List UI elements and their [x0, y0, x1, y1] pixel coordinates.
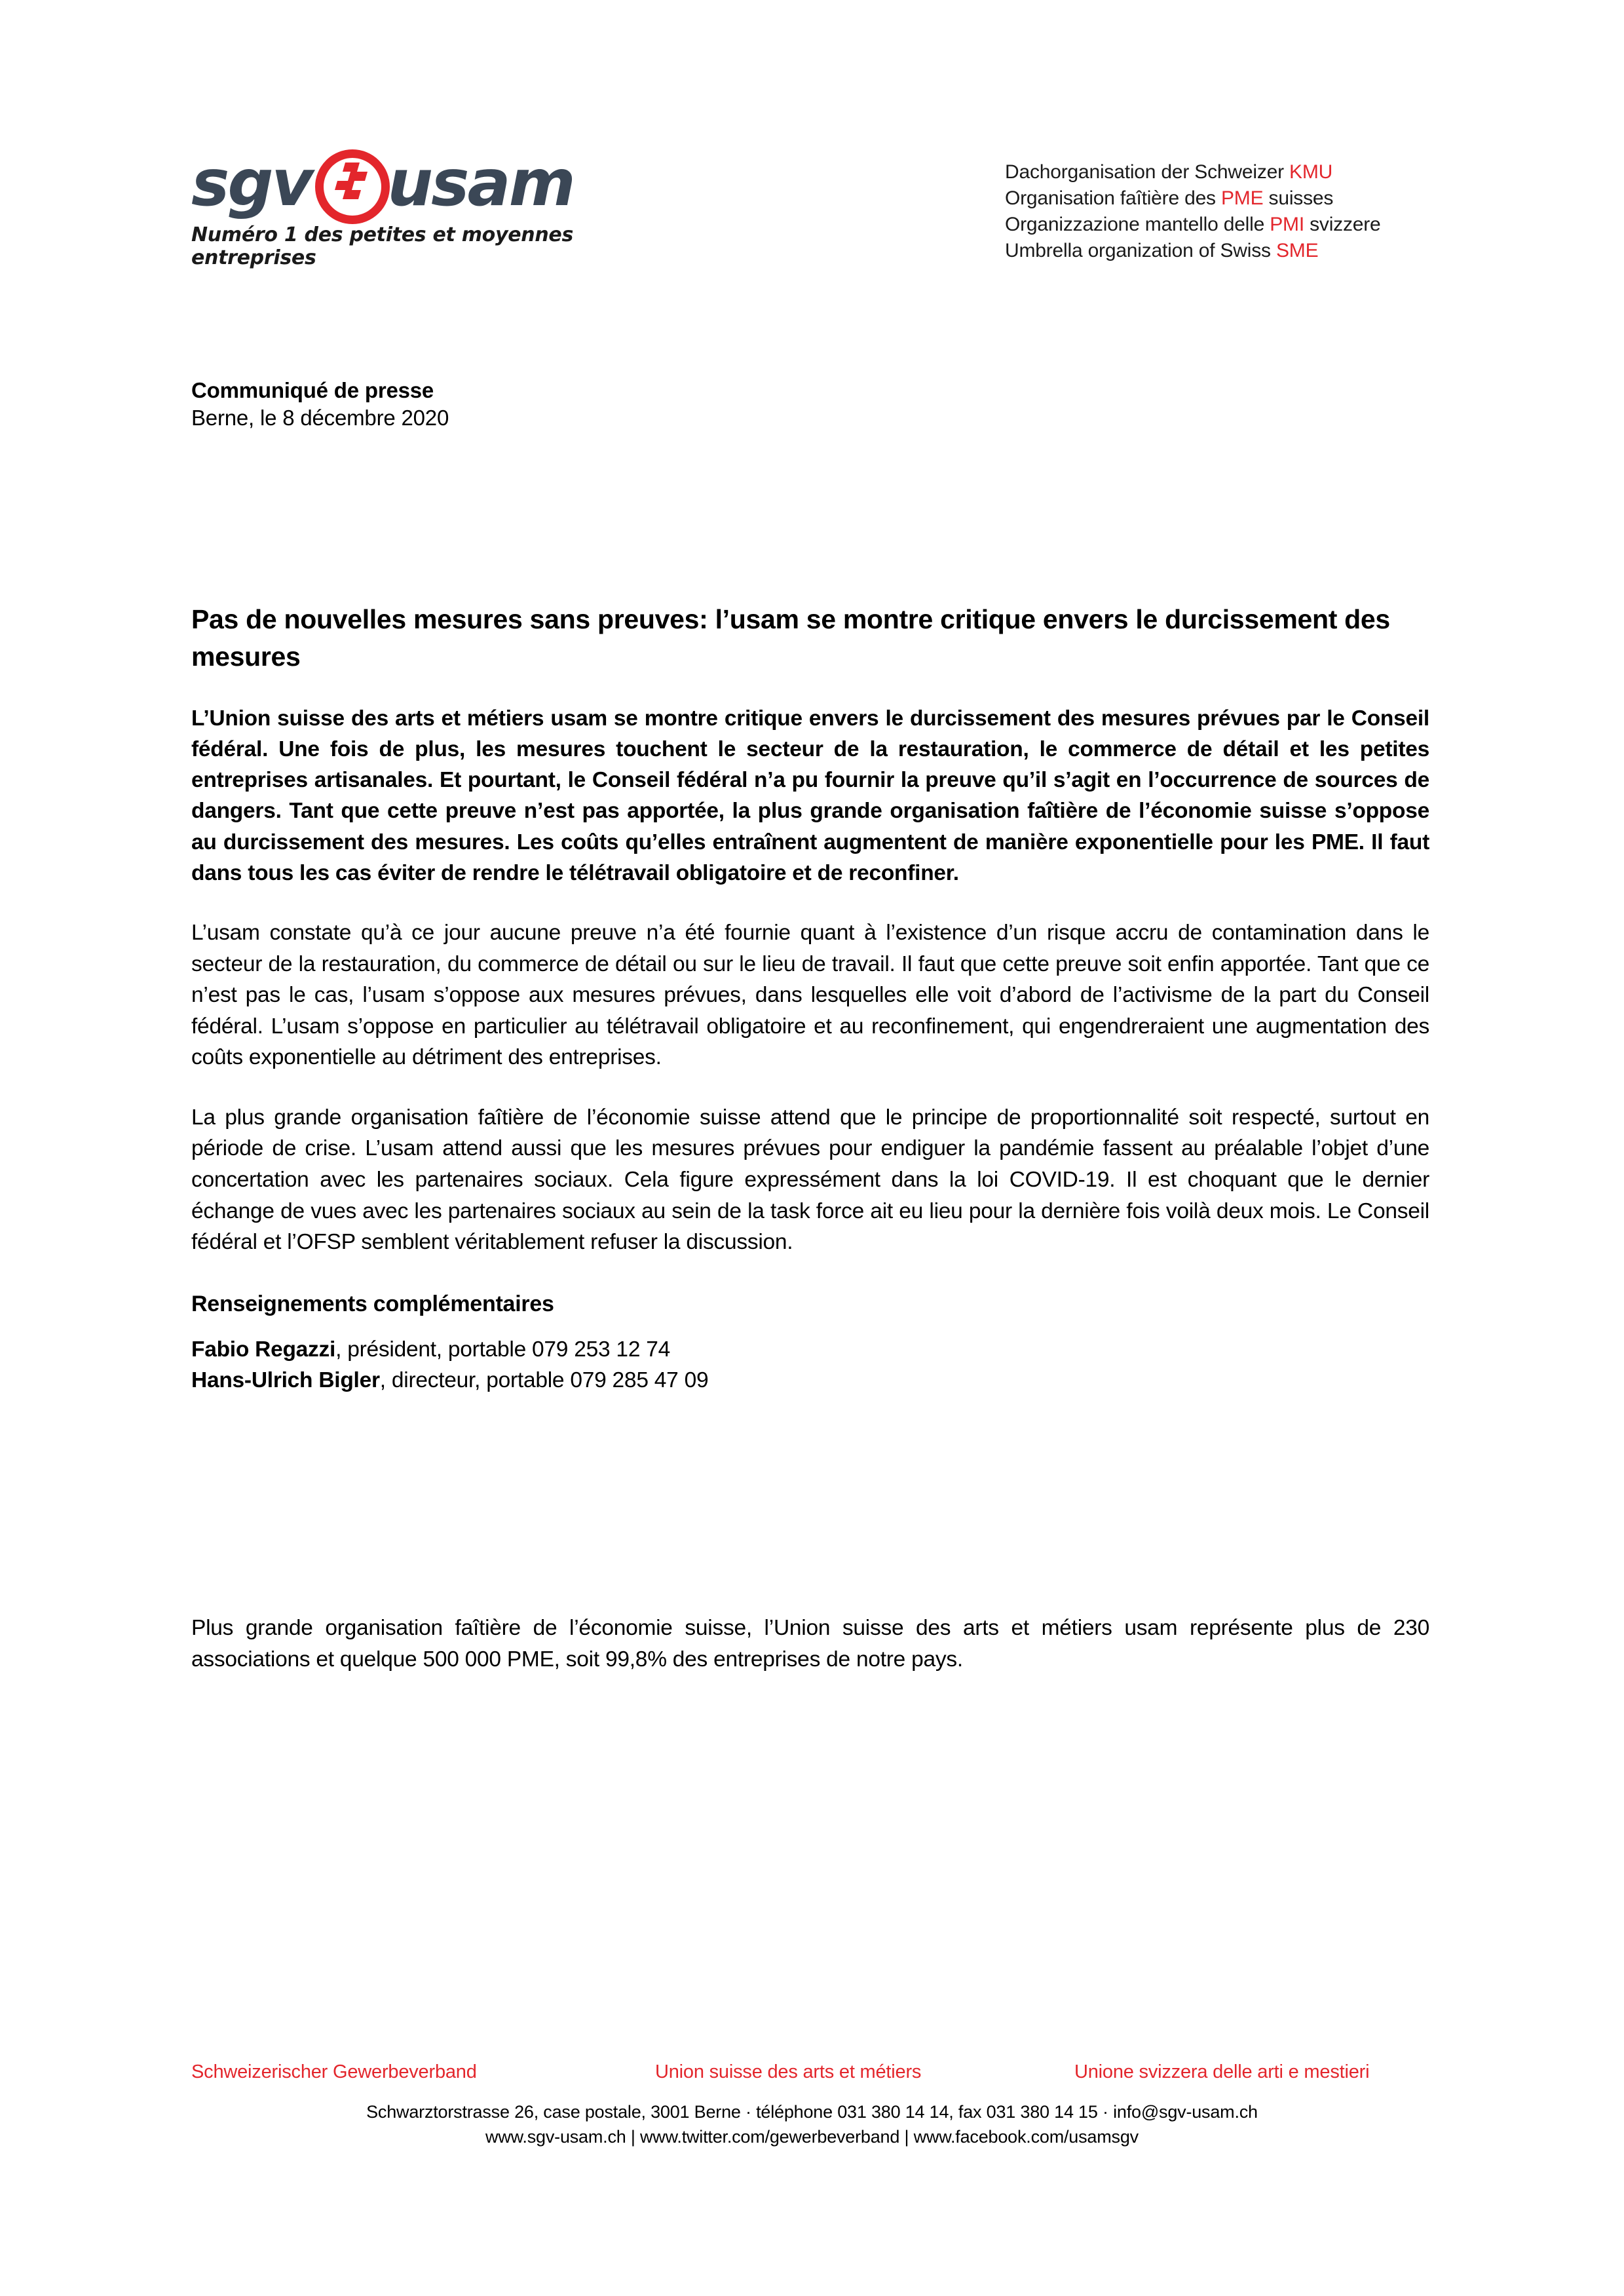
contact-section-heading: Renseignements complémentaires	[191, 1291, 554, 1316]
contact-name: Fabio Regazzi	[191, 1337, 336, 1362]
org-lang-fr: Organisation faîtière des PME suisses	[1005, 187, 1334, 209]
footer-contact-block	[0, 2099, 1624, 2150]
page-footer	[0, 2061, 1624, 2150]
footer-org-fr: Union suisse des arts et métiers	[655, 2061, 922, 2082]
org-abbr-pme: PME	[1221, 187, 1264, 209]
body-paragraph-1: L’usam constate qu’à ce jour aucune preuve n’a été fournie quant à l’existence d’un risque accru de contamination dans le secteur de la restauration, du commerce de détail ou sur le lieu de travail. Il faut que cette preuve soit enfin apportée. Tant que ce n’est pas le cas, l’usam s’oppose aux mesures prévues, dans lesquelles elle voit d’abord de l’activisme de la part du Conseil fédéral. L’usam s’oppose en particulier au télétravail obligatoire et au reconfinement, qui engendreraient une augmentation des coûts exponentielle au détriment des entreprises.	[191, 921, 1429, 1070]
organization-languages	[1005, 159, 1381, 264]
page-title: Pas de nouvelles mesures sans preuves: l’usam se montre critique envers le durcissement des mesures	[191, 604, 1390, 672]
footer-address-line: Schwarztorstrasse 26, case postale, 3001 Berne · téléphone 031 380 14 14, fax 031 380 14 15 · info@sgv-usam.ch	[366, 2102, 1258, 2122]
page-header	[0, 141, 1624, 285]
org-lang-de: Dachorganisation der Schweizer KMU	[1005, 161, 1333, 183]
body-paragraph-2: La plus grande organisation faîtière de l’économie suisse attend que le principe de proportionnalité soit respecté, surtout en période de crise. L’usam attend aussi que les mesures prévues pour endiguer la pandémie fassent au préalable l’objet d’une concertation avec les partenaires sociaux. Cela figure expressément dans la loi COVID-19. Il est choquant que le dernier échange de vues avec les partenaires sociaux au sein de la task force ait eu lieu pour la dernière fois voilà deux mois. Le Conseil fédéral et l’OFSP semblent véritablement refuser la discussion.	[191, 1105, 1429, 1255]
footer-web-line[interactable]: www.sgv-usam.ch | www.twitter.com/gewerbeverband | www.facebook.com/usamsgv	[485, 2127, 1139, 2147]
logo-cross-glyph	[331, 163, 368, 199]
document-body	[191, 377, 1429, 1697]
footer-org-it: Unione svizzera delle arti e mestieri	[1074, 2061, 1370, 2082]
org-lang-en: Umbrella organization of Swiss SME	[1005, 239, 1319, 261]
logo-tagline: Numéro 1 des petites et moyennes entreprises	[191, 223, 574, 269]
dateline: Berne, le 8 décembre 2020	[191, 406, 449, 430]
logo-wordmark	[191, 147, 650, 220]
org-abbr-kmu: KMU	[1289, 161, 1333, 183]
document-type-label: Communiqué de presse	[191, 378, 434, 402]
boilerplate-paragraph: Plus grande organisation faîtière de l’économie suisse, l’Union suisse des arts et métiers usam représente plus de 230 associations et quelque 500 000 PME, soit 99,8% des entreprises de notre pays.	[191, 1615, 1429, 1672]
contact-item	[191, 1334, 1429, 1366]
contact-details: , directeur, portable 079 285 47 09	[379, 1368, 709, 1393]
logo-text-sgv: sgv	[191, 146, 312, 221]
contact-details: , président, portable 079 253 12 74	[335, 1337, 671, 1362]
org-abbr-pmi: PMI	[1270, 213, 1304, 235]
logo-block	[191, 147, 650, 269]
logo-text-usam: usam	[387, 146, 574, 221]
contact-name: Hans-Ulrich Bigler	[191, 1368, 380, 1393]
lead-paragraph: L’Union suisse des arts et métiers usam se montre critique envers le durcissement des mesures prévues par le Conseil fédéral. Une fois de plus, les mesures touchent le secteur de la restauration, le commerce de détail et les petites entreprises artisanales. Et pourtant, le Conseil fédéral n’a pu fournir la preuve qu’il s’agit en l’occurrence de sources de dangers. Tant que cette preuve n’est pas apportée, la plus grande organisation faîtière de l’économie suisse s’oppose au durcissement des mesures. Les coûts qu’elles entraînent augmentent de manière exponentielle pour les PME. Il faut dans tous les cas éviter de rendre le télétravail obligatoire et de reconfiner.	[191, 706, 1429, 885]
org-abbr-sme: SME	[1275, 239, 1319, 261]
org-lang-it: Organizzazione mantello delle PMI svizzere	[1005, 213, 1381, 235]
contact-item	[191, 1365, 1429, 1396]
footer-organization-names	[0, 2061, 1624, 2094]
swiss-cross-circle-icon	[312, 147, 386, 220]
footer-org-de: Schweizerischer Gewerbeverband	[191, 2061, 477, 2082]
contact-list	[191, 1334, 1429, 1396]
